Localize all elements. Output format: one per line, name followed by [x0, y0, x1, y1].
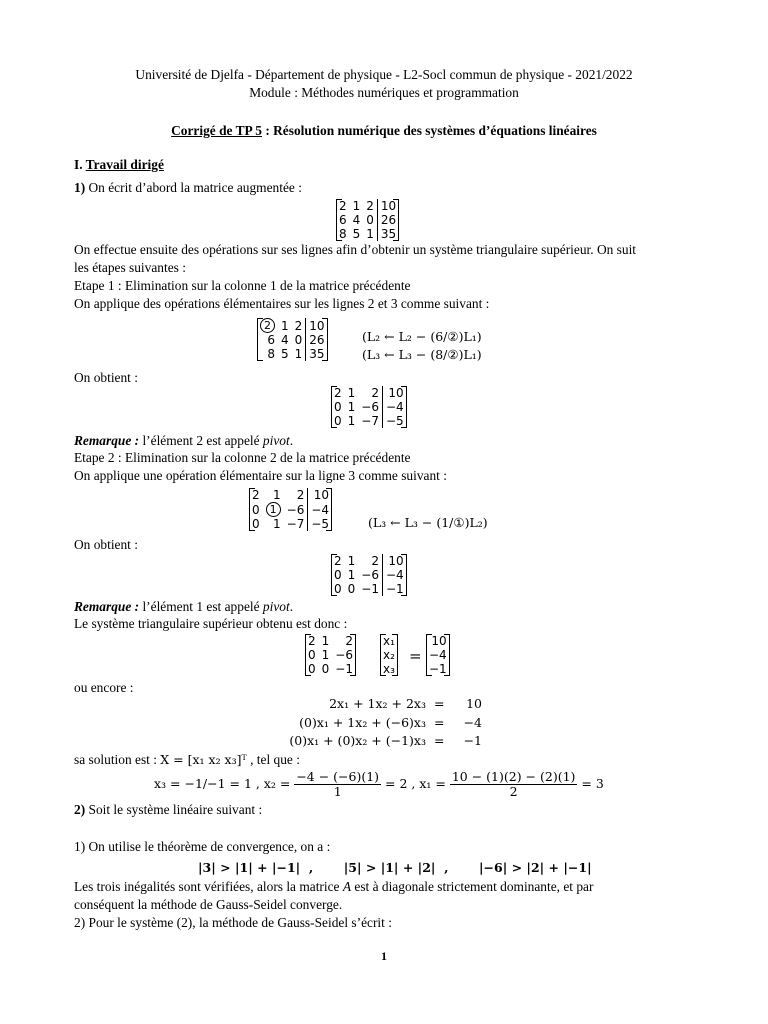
x1-fraction — [450, 770, 578, 799]
remarque-text: l’élément 2 est appelé — [139, 433, 263, 448]
matrix-cell: −6 — [361, 568, 379, 582]
matrix-cell: 1 — [281, 318, 289, 333]
row-operations-2 — [368, 514, 488, 532]
matrix-cell: 10 — [431, 634, 447, 648]
header-line-1: Université de Djelfa - Département de physique - L2-Socl commun de physique - 2021/2022 — [135, 67, 633, 82]
matrix-cell: 10 — [308, 488, 332, 502]
remarque-label: Remarque : — [74, 433, 140, 448]
augmented-matrix-3 — [331, 386, 407, 428]
equation-1-lhs: 2x₁ + 1x₂ + 2x₃ — [329, 696, 426, 711]
equation-1-sign: = — [434, 696, 445, 711]
title-corrige: Corrigé de TP 5 — [171, 123, 262, 138]
matrix-cell: x₃ — [383, 662, 395, 676]
q2-p2: 2) Pour le système (2), la méthode de Gauss-Seidel s’écrit : — [74, 915, 392, 930]
matrix-cell: −1 — [382, 582, 406, 596]
matrix-cell: 4 — [352, 213, 361, 227]
augmented-matrix-4 — [249, 488, 332, 531]
row-operation: (L₃ ← L₃ − (8/②)L₁) — [362, 347, 482, 362]
matrix-cell: 10 — [382, 554, 406, 568]
matrix-cell: 2 — [296, 488, 305, 502]
q2-label: 2) — [74, 802, 86, 817]
matrix-row — [336, 199, 399, 213]
etape-2: Etape 2 : Elimination sur la colonne 2 de la matrice précédente — [74, 450, 411, 465]
matrix-cell: 1 — [347, 400, 356, 414]
matrix-cell: 1 — [347, 568, 356, 582]
matrix-table — [257, 318, 328, 361]
equation-3-rhs: −1 — [463, 733, 482, 748]
matrix-cell: 0 — [252, 502, 260, 517]
matrix-cell: 1 — [321, 634, 330, 648]
pivot-word: pivot — [262, 599, 290, 614]
coefficient-matrix — [305, 634, 356, 676]
matrix-cell: −5 — [382, 414, 406, 428]
remarque-2: Remarque : l’élément 1 est appelé pivot. — [74, 599, 294, 614]
matrix-cell: −5 — [308, 517, 332, 531]
q2-para-a: Les trois inégalités sont vérifiées, alors la matrice — [74, 879, 343, 894]
tel-que: , tel que : — [246, 752, 300, 767]
matrix-cell: −1 — [361, 582, 379, 596]
matrix-cell — [263, 502, 284, 517]
matrix-cell: x₁ — [383, 634, 395, 648]
applique-2: On applique une opération élémentaire sur la ligne 3 comme suivant : — [74, 468, 447, 483]
matrix-row — [331, 400, 407, 414]
page-number: 1 — [381, 949, 387, 963]
matrix-row — [331, 414, 407, 428]
matrix-cell: 2 — [366, 199, 374, 213]
matrix-cell: 0 — [366, 213, 374, 227]
matrix-cell: 0 — [321, 662, 330, 676]
matrix-cell: 4 — [281, 333, 289, 347]
augmented-matrix-2 — [257, 318, 328, 361]
matrix-row — [331, 554, 407, 568]
matrix-cell: 1 — [352, 199, 361, 213]
pivot-word: pivot — [262, 433, 290, 448]
matrix-cell: 5 — [352, 227, 361, 241]
matrix-cell: 0 — [334, 414, 342, 428]
matrix-cell: 0 — [308, 648, 316, 662]
section-number: I. — [74, 157, 86, 172]
matrix-cell: 10 — [382, 386, 406, 400]
matrix-cell: 1 — [294, 347, 303, 361]
section-title: Travail dirigé — [85, 157, 164, 172]
matrix-row — [249, 502, 332, 517]
q1-intro-text: On écrit d’abord la matrice augmentée : — [85, 180, 302, 195]
equals-sign: = — [409, 647, 422, 665]
solution-line — [74, 753, 300, 768]
x2-denominator: 1 — [333, 783, 342, 799]
matrix-cell: −7 — [361, 414, 379, 428]
matrix-cell: 1 — [347, 554, 356, 568]
matrix-row — [331, 582, 407, 596]
matrix-cell: 2 — [339, 199, 347, 213]
q1-label: 1) — [74, 180, 86, 195]
q1-intro — [74, 181, 302, 196]
matrix-table — [331, 386, 407, 428]
q2-para — [74, 880, 593, 895]
matrix-cell: 1 — [273, 488, 281, 502]
q2-para-b: est à diagonale strictement dominante, et par — [351, 879, 594, 894]
remarque-text: l’élément 1 est appelé — [139, 599, 263, 614]
matrix-cell: −7 — [286, 517, 305, 531]
pivot-circle: 2 — [260, 318, 275, 333]
matrix-cell: −1 — [335, 662, 353, 676]
obtient-2: On obtient : — [74, 537, 138, 552]
header-line-2: Module : Méthodes numériques et programmation — [249, 85, 519, 100]
matrix-row — [305, 648, 356, 662]
matrix-row — [257, 347, 328, 361]
matrix-cell: 26 — [306, 333, 328, 347]
matrix-row — [336, 227, 399, 241]
matrix-A: A — [342, 879, 352, 894]
variable-vector — [380, 634, 398, 676]
q1-para1b: les étapes suivantes : — [74, 260, 186, 275]
equation-3-lhs: (0)x₁ + (0)x₂ + (−1)x₃ — [289, 733, 426, 748]
augmented-matrix-1 — [336, 199, 399, 241]
matrix-cell: 0 — [334, 568, 342, 582]
section-heading — [74, 158, 164, 173]
solution-vector: X = [x₁ x₂ x₃]ᵀ — [160, 752, 247, 767]
remarque-1: Remarque : l’élément 2 est appelé pivot. — [74, 433, 294, 448]
matrix-cell: 35 — [377, 227, 399, 241]
equation-2-sign: = — [434, 715, 445, 730]
systeme-intro: Le système triangulaire supérieur obtenu est donc : — [74, 616, 348, 631]
q2-intro — [74, 803, 262, 818]
remarque-label: Remarque : — [74, 599, 140, 614]
matrix-row — [305, 662, 356, 676]
matrix-cell: 2 — [294, 318, 303, 333]
matrix-cell: 0 — [294, 333, 303, 347]
etape-1: Etape 1 : Elimination sur la colonne 1 de la matrice précédente — [74, 278, 411, 293]
matrix-cell: 0 — [347, 582, 356, 596]
matrix-cell: x₂ — [383, 648, 395, 662]
applique-1: On applique des opérations élémentaires sur les lignes 2 et 3 comme suivant : — [74, 296, 490, 311]
row-operation: (L₃ ← L₃ − (1/①)L₂) — [368, 515, 488, 530]
augmented-matrix-5 — [331, 554, 407, 596]
q2-p1: 1) On utilise le théorème de convergence, on a : — [74, 839, 331, 854]
matrix-row — [249, 517, 332, 531]
matrix-cell: 6 — [267, 333, 275, 347]
obtient-1: On obtient : — [74, 370, 138, 385]
inequalities: |3| > |1| + |−1| , |5| > |1| + |2| , |−6| > |2| + |−1| — [198, 860, 592, 875]
matrix-cell: 1 — [273, 517, 281, 531]
matrix-row — [249, 488, 332, 502]
equation-2-rhs: −4 — [463, 715, 482, 730]
document-title — [0, 124, 768, 139]
matrix-cell: 1 — [321, 648, 330, 662]
matrix-cell: 1 — [347, 414, 356, 428]
matrix-cell: −6 — [361, 400, 379, 414]
equation-2-lhs: (0)x₁ + 1x₂ + (−6)x₃ — [299, 715, 426, 730]
matrix-cell: −1 — [429, 662, 447, 676]
matrix-cell: 0 — [334, 400, 342, 414]
matrix-cell: 2 — [308, 634, 316, 648]
matrix-cell: 35 — [306, 347, 328, 361]
matrix-row — [305, 634, 356, 648]
matrix-cell: 1 — [366, 227, 374, 241]
matrix-cell: 0 — [334, 582, 342, 596]
equation-3-sign: = — [434, 733, 445, 748]
matrix-cell: 8 — [267, 347, 275, 361]
matrix-cell: 2 — [334, 386, 342, 400]
matrix-cell: 2 — [252, 488, 260, 502]
matrix-cell: −6 — [335, 648, 353, 662]
ou-encore: ou encore : — [74, 680, 134, 695]
matrix-cell: 2 — [345, 634, 353, 648]
matrix-cell: 1 — [347, 386, 356, 400]
matrix-row — [336, 213, 399, 227]
x1-value: = 3 — [577, 775, 604, 791]
matrix-cell: 10 — [306, 318, 328, 333]
x2-fraction — [294, 770, 381, 799]
matrix-cell: 10 — [377, 199, 399, 213]
matrix-cell: 2 — [334, 554, 342, 568]
solution-intro: sa solution est : — [74, 752, 161, 767]
q1-para1: On effectue ensuite des opérations sur ses lignes afin d’obtenir un système triangulaire supérieur. On suit — [74, 242, 637, 257]
matrix-table — [331, 554, 407, 596]
matrix-cell: 5 — [281, 347, 289, 361]
matrix-row — [331, 386, 407, 400]
matrix-row — [331, 568, 407, 582]
matrix-cell: −4 — [429, 648, 447, 662]
matrix-cell: 0 — [308, 662, 316, 676]
matrix-cell: −6 — [286, 502, 305, 517]
matrix-cell: 2 — [371, 386, 379, 400]
matrix-table — [336, 199, 399, 241]
rhs-vector — [426, 634, 450, 676]
equation-1-rhs: 10 — [466, 696, 482, 711]
x2-value: = 2 , x₁ = — [381, 775, 450, 791]
matrix-cell: 0 — [252, 517, 260, 531]
matrix-cell: 8 — [339, 227, 347, 241]
matrix-cell: 6 — [339, 213, 347, 227]
matrix-cell: 26 — [377, 213, 399, 227]
matrix-cell: 2 — [371, 554, 379, 568]
row-operations-1 — [362, 328, 482, 364]
matrix-row — [257, 318, 328, 333]
q2-para-c: conséquent la méthode de Gauss-Seidel converge. — [74, 897, 343, 912]
q2-intro-text: Soit le système linéaire suivant : — [85, 802, 263, 817]
solution-values — [154, 770, 604, 799]
title-rest: : Résolution numérique des systèmes d’équations linéaires — [261, 123, 597, 138]
matrix-row — [257, 333, 328, 347]
matrix-cell: −4 — [382, 400, 406, 414]
matrix-cell: −4 — [308, 502, 332, 517]
x1-numerator: 10 − (1)(2) − (2)(1) — [451, 769, 576, 784]
pivot-circle: 1 — [266, 502, 281, 517]
x2-numerator: −4 − (−6)(1) — [296, 769, 380, 784]
x3-value: x₃ = −1/−1 = 1 , x₂ = — [154, 775, 295, 791]
row-operation: (L₂ ← L₂ − (6/②)L₁) — [362, 329, 482, 344]
matrix-cell: −4 — [382, 568, 406, 582]
matrix-table — [249, 488, 332, 531]
matrix-table — [305, 634, 356, 676]
x1-denominator: 2 — [509, 783, 518, 799]
